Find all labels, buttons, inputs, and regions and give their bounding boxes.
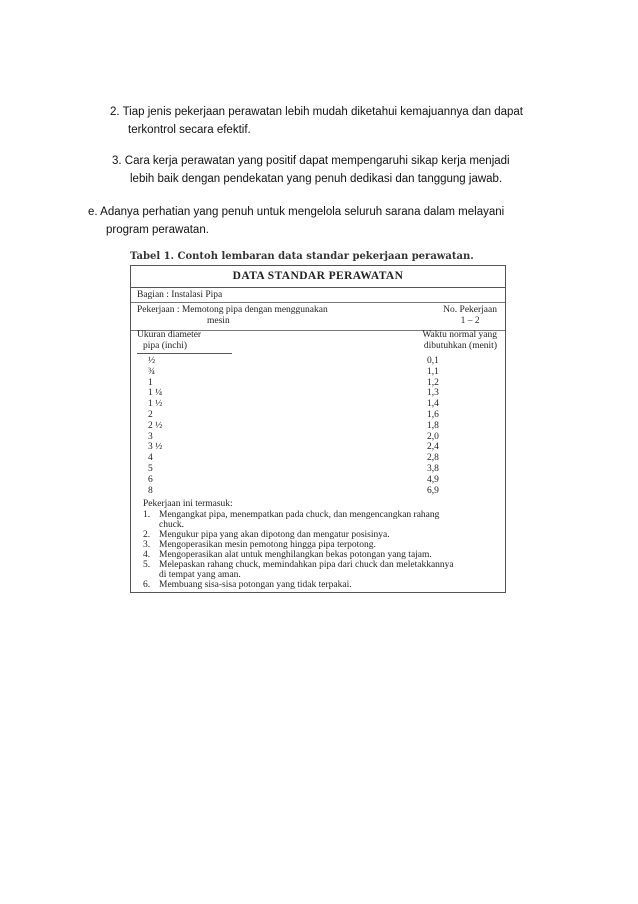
cell-diameter: 6 (148, 474, 153, 485)
table-bagian: Bagian : Instalasi Pipa (131, 288, 505, 303)
cell-time: 2,4 (427, 442, 439, 453)
table-row (131, 486, 505, 497)
cell-diameter: 5 (148, 463, 153, 474)
cell-time: 1,8 (427, 420, 439, 431)
list-item-2-line1: 2. Tiap jenis pekerjaan perawatan lebih mudah diketahui kemajuannya dan dapat (110, 106, 524, 118)
notes-heading: Pekerjaan ini termasuk: (143, 499, 233, 509)
note-line: Melepaskan rahang chuck, memindahkan pipa dari chuck dan meletakkannya (159, 560, 454, 570)
no-pekerjaan-value: 1 – 2 (460, 316, 480, 326)
cell-diameter: 4 (148, 453, 153, 464)
cell-time: 4,9 (427, 474, 439, 485)
note-item (143, 580, 498, 590)
cell-time: 1,6 (427, 409, 439, 420)
note-item (143, 510, 498, 530)
table-pekerjaan-row (131, 303, 505, 331)
note-number: 6. (143, 580, 151, 590)
no-pekerjaan (443, 305, 497, 327)
table-row (131, 432, 505, 443)
note-line: Mengangkat pipa, menempatkan pada chuck, dan mengencangkan rahang (159, 510, 440, 520)
note-line: chuck. (159, 520, 185, 530)
note-line: Mengukur pipa yang akan dipotong dan mengatur posisinya. (159, 530, 390, 540)
table-row (131, 399, 505, 410)
list-item-3 (112, 152, 542, 188)
table-caption: Tabel 1. Contoh lembaran data standar pekerjaan perawatan. (130, 251, 474, 262)
cell-diameter: 1 ½ (148, 399, 163, 410)
notes-list (143, 510, 498, 590)
column-header-diameter (137, 330, 232, 354)
list-item-2-line2: terkontrol secara efektif. (128, 124, 251, 136)
note-line: di tempat yang aman. (159, 570, 241, 580)
column-header-time-line1: Waktu normal yang (422, 330, 497, 340)
note-number: 4. (143, 550, 151, 560)
note-item (143, 530, 498, 540)
note-number: 5. (143, 560, 151, 570)
cell-diameter: 2 (148, 409, 153, 420)
cell-diameter: ½ (148, 356, 156, 366)
list-item-e (88, 203, 543, 239)
table-row (131, 410, 505, 421)
note-number: 1. (143, 510, 151, 520)
notes-section (143, 499, 498, 590)
cell-time: 1,3 (427, 388, 439, 399)
cell-diameter: 1 (148, 377, 153, 388)
table-title: DATA STANDAR PERAWATAN (131, 266, 505, 288)
standard-data-table (130, 265, 506, 593)
pekerjaan-line1: Pekerjaan : Memotong pipa dengan menggunakan (137, 305, 328, 315)
no-pekerjaan-label: No. Pekerjaan (443, 305, 497, 315)
cell-diameter: 1 ¼ (148, 388, 163, 399)
column-header-rule (137, 353, 232, 354)
cell-diameter: 8 (148, 485, 153, 496)
note-line: Membuang sisa-sisa potongan yang tidak terpakai. (159, 580, 352, 590)
table-row (131, 464, 505, 475)
cell-time: 0,1 (427, 356, 439, 366)
note-number: 2. (143, 530, 151, 540)
cell-time: 6,9 (427, 485, 439, 496)
table-row (131, 378, 505, 389)
column-header-diameter-line1: Ukuran diameter (137, 330, 202, 340)
note-item (143, 550, 498, 560)
cell-diameter: 3 ½ (148, 442, 163, 453)
list-item-2 (110, 103, 542, 139)
table-row (131, 388, 505, 399)
cell-time: 1,2 (427, 377, 439, 388)
note-line: Mengoperasikan mesin pemotong hingga pipa terpotong. (159, 540, 376, 550)
cell-diameter: 2 ½ (148, 420, 163, 431)
cell-time: 1,1 (427, 366, 439, 377)
note-item (143, 560, 498, 580)
note-number: 3. (143, 540, 151, 550)
cell-time: 1,4 (427, 399, 439, 410)
list-item-e-line2: program perawatan. (106, 224, 209, 236)
note-line: Mengoperasikan alat untuk menghilangkan bekas potongan yang tajam. (159, 550, 432, 560)
cell-time: 3,8 (427, 463, 439, 474)
list-item-3-line1: 3. Cara kerja perawatan yang positif dapat mempengaruhi sikap kerja menjadi (112, 155, 510, 167)
cell-time: 2,8 (427, 453, 439, 464)
list-item-e-line1: e. Adanya perhatian yang penuh untuk mengelola seluruh sarana dalam melayani (88, 206, 505, 218)
note-item (143, 540, 498, 550)
table-row (131, 356, 505, 367)
pekerjaan-label (137, 305, 328, 327)
cell-diameter: ¾ (148, 366, 156, 377)
cell-time: 2,0 (427, 431, 439, 442)
list-item-3-line2: lebih baik dengan pendekatan yang penuh dedikasi dan tanggung jawab. (130, 173, 503, 185)
table-row (131, 421, 505, 432)
table-row (131, 442, 505, 453)
column-header-time-line2: dibutuhkan (menit) (423, 341, 497, 351)
table-row (131, 453, 505, 464)
column-header-time (422, 330, 497, 352)
table-row (131, 475, 505, 486)
pekerjaan-line2: mesin (207, 316, 230, 326)
column-header-diameter-line2: pipa (inchi) (143, 341, 188, 351)
cell-diameter: 3 (148, 431, 153, 442)
table-rows (131, 356, 505, 496)
table-row (131, 367, 505, 378)
